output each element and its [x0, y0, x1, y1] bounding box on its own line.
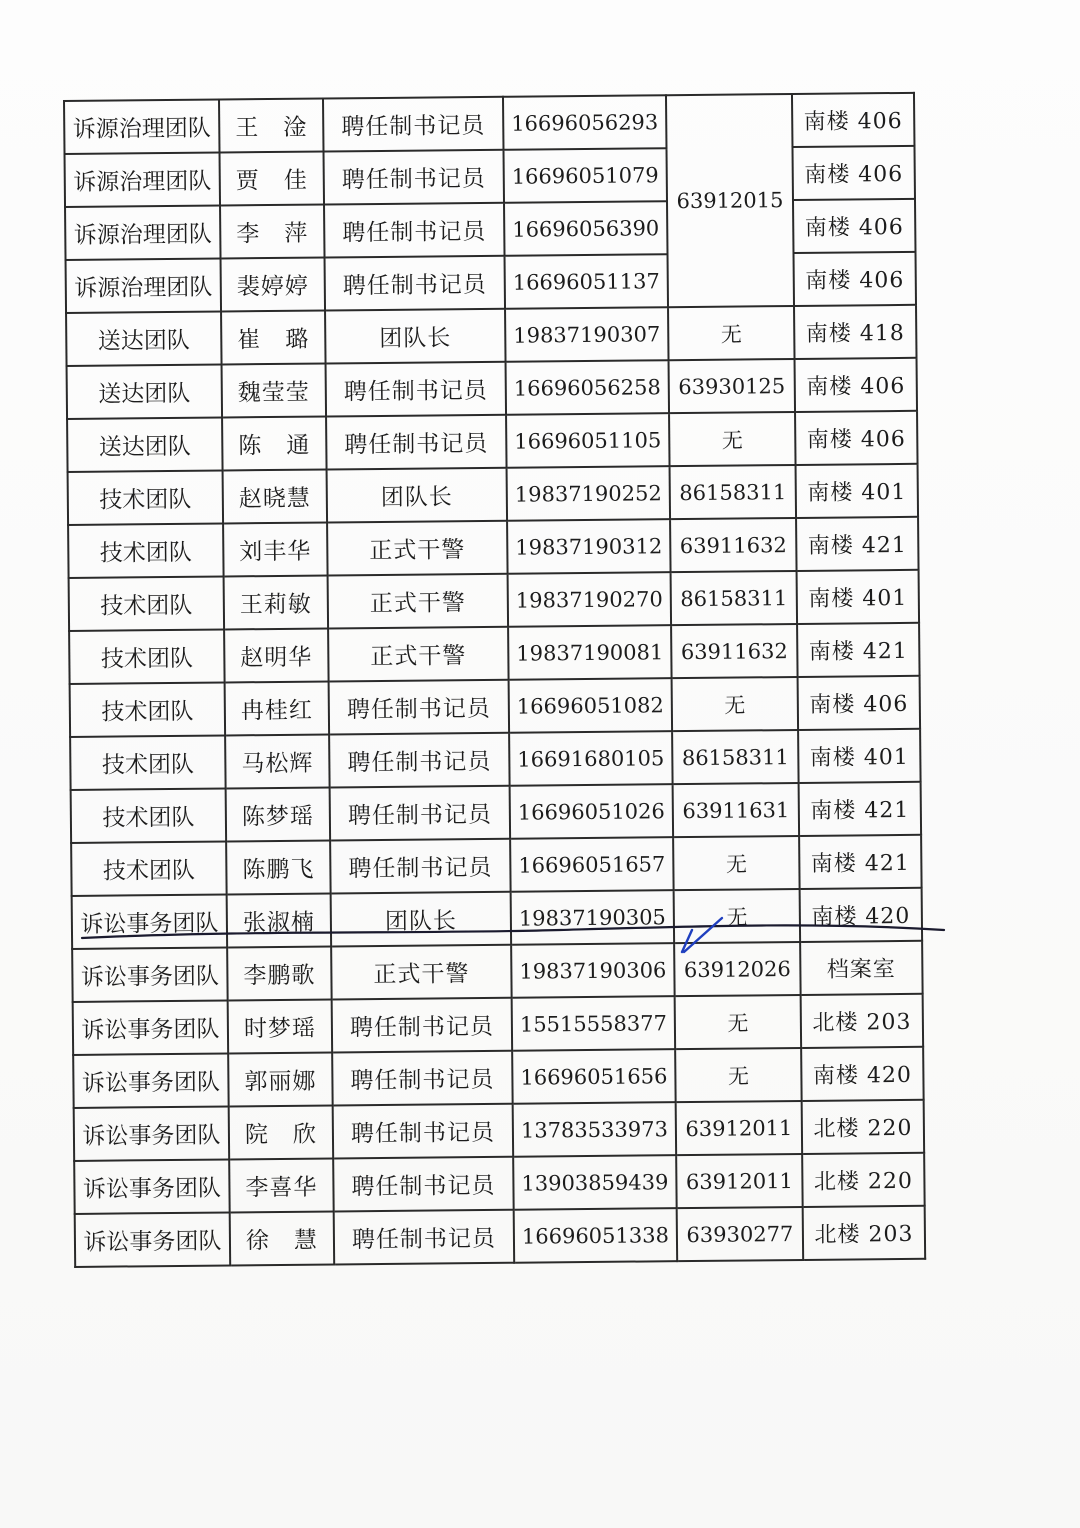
- office-cell: 南楼 406: [794, 252, 917, 306]
- team-cell: 技术团队: [71, 841, 227, 895]
- table-row: [71, 782, 921, 843]
- table-row: [67, 411, 917, 472]
- office-cell: 南楼 421: [796, 517, 919, 571]
- team-cell: 送达团队: [66, 311, 222, 365]
- name-cell: 贾 佳: [220, 152, 325, 206]
- name-cell: 王 淦: [219, 99, 324, 153]
- team-cell: 诉讼事务团队: [72, 894, 228, 948]
- table-row: [70, 729, 920, 790]
- position-cell: 聘任制书记员: [326, 415, 507, 470]
- position-cell: 聘任制书记员: [325, 256, 506, 311]
- team-cell: 技术团队: [71, 788, 227, 842]
- name-cell: 院 欣: [229, 1105, 334, 1159]
- name-cell: 李 萍: [220, 204, 325, 258]
- position-cell: 团队长: [331, 892, 512, 947]
- position-cell: 聘任制书记员: [323, 97, 504, 152]
- extension-cell: 无: [674, 889, 801, 943]
- team-cell: 送达团队: [67, 417, 223, 471]
- position-cell: 聘任制书记员: [333, 1157, 514, 1212]
- name-cell: 陈梦瑶: [226, 787, 331, 841]
- table-row: [68, 464, 918, 525]
- team-cell: 诉讼事务团队: [72, 947, 228, 1001]
- table-row: [68, 517, 918, 578]
- office-cell: 南楼 421: [799, 782, 922, 836]
- team-cell: 送达团队: [67, 364, 223, 418]
- extension-cell: 无: [669, 412, 796, 466]
- office-cell: 南楼 406: [798, 676, 921, 730]
- mobile-cell: 19837190306: [511, 943, 675, 998]
- name-cell: 徐 慧: [230, 1211, 335, 1265]
- name-cell: 李鹏歌: [227, 946, 332, 1000]
- team-cell: 诉源治理团队: [64, 100, 220, 154]
- position-cell: 聘任制书记员: [334, 1210, 515, 1265]
- mobile-cell: 16691680105: [509, 731, 673, 786]
- position-cell: 聘任制书记员: [332, 1051, 513, 1106]
- team-cell: 诉讼事务团队: [74, 1106, 230, 1160]
- team-cell: 技术团队: [69, 629, 225, 683]
- office-cell: 南楼 406: [793, 199, 916, 253]
- name-cell: 赵明华: [224, 628, 329, 682]
- table-row: [74, 1153, 924, 1214]
- mobile-cell: 13783533973: [513, 1102, 677, 1157]
- position-cell: 团队长: [327, 468, 508, 523]
- office-cell: 南楼 401: [797, 570, 920, 624]
- name-cell: 时梦瑶: [228, 999, 333, 1053]
- name-cell: 王莉敏: [224, 575, 329, 629]
- mobile-cell: 16696056293: [503, 95, 667, 150]
- name-cell: 张淑楠: [227, 893, 332, 947]
- office-cell: 北楼 203: [803, 1206, 926, 1260]
- mobile-cell: 16696051657: [510, 837, 674, 892]
- team-cell: 技术团队: [69, 576, 225, 630]
- name-cell: 刘丰华: [223, 522, 328, 576]
- extension-cell: 63912026: [674, 942, 801, 996]
- table-row: [72, 888, 922, 949]
- position-cell: 聘任制书记员: [326, 362, 507, 417]
- table-row: [64, 93, 914, 154]
- office-cell: 南楼 401: [798, 729, 921, 783]
- mobile-cell: 16696051082: [509, 678, 673, 733]
- position-cell: 正式干警: [328, 627, 509, 682]
- extension-cell: 63912011: [676, 1101, 803, 1155]
- name-cell: 崔 璐: [221, 310, 326, 364]
- team-cell: 技术团队: [68, 523, 224, 577]
- position-cell: 聘任制书记员: [332, 998, 513, 1053]
- extension-cell: 86158311: [671, 571, 798, 625]
- team-cell: 诉讼事务团队: [75, 1212, 231, 1266]
- mobile-cell: 16696051026: [510, 784, 674, 839]
- mobile-cell: 16696051656: [512, 1049, 676, 1104]
- name-cell: 裴婷婷: [221, 257, 326, 311]
- table-row: [73, 1047, 923, 1108]
- position-cell: 聘任制书记员: [324, 150, 505, 205]
- position-cell: 聘任制书记员: [324, 203, 505, 258]
- office-cell: 南楼 420: [801, 1047, 924, 1101]
- extension-cell: 无: [675, 995, 802, 1049]
- office-cell: 南楼 420: [800, 888, 923, 942]
- mobile-cell: 19837190305: [511, 890, 675, 945]
- team-cell: 诉源治理团队: [65, 153, 221, 207]
- team-cell: 技术团队: [68, 470, 224, 524]
- name-cell: 魏莹莹: [222, 363, 327, 417]
- extension-cell: 63911632: [671, 624, 798, 678]
- extension-cell: 无: [668, 306, 795, 360]
- position-cell: 聘任制书记员: [330, 786, 511, 841]
- extension-cell: 无: [672, 677, 799, 731]
- name-cell: 陈鹏飞: [226, 840, 331, 894]
- table-row: [66, 305, 916, 366]
- extension-cell: 63912011: [676, 1154, 803, 1208]
- position-cell: 聘任制书记员: [329, 680, 510, 735]
- table-row: [69, 623, 919, 684]
- team-cell: 技术团队: [70, 682, 226, 736]
- extension-cell: 63911632: [670, 518, 797, 572]
- position-cell: 聘任制书记员: [329, 733, 510, 788]
- extension-cell-merged: 63912015: [666, 94, 794, 307]
- office-cell: 南楼 421: [797, 623, 920, 677]
- mobile-cell: 16696056390: [504, 201, 668, 256]
- mobile-cell: 16696051079: [503, 148, 667, 203]
- position-cell: 聘任制书记员: [333, 1104, 514, 1159]
- team-cell: 诉源治理团队: [65, 205, 221, 259]
- table-row: [71, 835, 921, 896]
- extension-cell: 无: [675, 1048, 802, 1102]
- mobile-cell: 16696056258: [506, 360, 670, 415]
- team-cell: 技术团队: [70, 735, 226, 789]
- extension-cell: 63930125: [669, 359, 796, 413]
- team-cell: 诉源治理团队: [66, 258, 222, 312]
- mobile-cell: 19837190307: [505, 307, 669, 362]
- team-cell: 诉讼事务团队: [73, 1000, 229, 1054]
- table-row: [67, 358, 917, 419]
- extension-cell: 86158311: [672, 730, 799, 784]
- table-row: [69, 570, 919, 631]
- extension-cell: 63911631: [673, 783, 800, 837]
- mobile-cell: 13903859439: [513, 1155, 677, 1210]
- name-cell: 冉桂红: [225, 681, 330, 735]
- position-cell: 团队长: [325, 309, 506, 364]
- team-cell: 诉讼事务团队: [73, 1053, 229, 1107]
- mobile-cell: 16696051338: [514, 1208, 678, 1263]
- position-cell: 正式干警: [328, 574, 509, 629]
- mobile-cell: 19837190270: [508, 572, 672, 627]
- office-cell: 南楼 418: [794, 305, 917, 359]
- extension-cell: 63930277: [677, 1207, 804, 1261]
- office-cell: 档案室: [800, 941, 923, 995]
- office-cell: 南楼 406: [792, 146, 915, 200]
- extension-cell: 无: [673, 836, 800, 890]
- table-row: [72, 941, 922, 1002]
- staff-contact-table: [63, 92, 926, 1268]
- table-row: [70, 676, 920, 737]
- position-cell: 正式干警: [331, 945, 512, 1000]
- office-cell: 南楼 406: [795, 358, 918, 412]
- name-cell: 李喜华: [229, 1158, 334, 1212]
- table-row: [75, 1206, 925, 1267]
- mobile-cell: 16696051105: [506, 413, 670, 468]
- office-cell: 南楼 401: [796, 464, 919, 518]
- position-cell: 聘任制书记员: [330, 839, 511, 894]
- name-cell: 赵晓慧: [223, 469, 328, 523]
- office-cell: 北楼 220: [802, 1100, 925, 1154]
- name-cell: 陈 通: [222, 416, 327, 470]
- office-cell: 南楼 406: [795, 411, 918, 465]
- office-cell: 北楼 220: [802, 1153, 925, 1207]
- staff-roster-sheet: [63, 92, 926, 1268]
- office-cell: 南楼 406: [792, 93, 915, 147]
- mobile-cell: 19837190252: [507, 466, 671, 521]
- office-cell: 北楼 203: [801, 994, 924, 1048]
- name-cell: 郭丽娜: [228, 1052, 333, 1106]
- mobile-cell: 16696051137: [505, 254, 669, 309]
- name-cell: 马松辉: [225, 734, 330, 788]
- table-body: [64, 93, 925, 1267]
- extension-cell: 86158311: [670, 465, 797, 519]
- office-cell: 南楼 421: [799, 835, 922, 889]
- mobile-cell: 19837190081: [508, 625, 672, 680]
- position-cell: 正式干警: [327, 521, 508, 576]
- mobile-cell: 15515558377: [512, 996, 676, 1051]
- table-row: [73, 994, 923, 1055]
- table-row: [74, 1100, 924, 1161]
- team-cell: 诉讼事务团队: [74, 1159, 230, 1213]
- mobile-cell: 19837190312: [507, 519, 671, 574]
